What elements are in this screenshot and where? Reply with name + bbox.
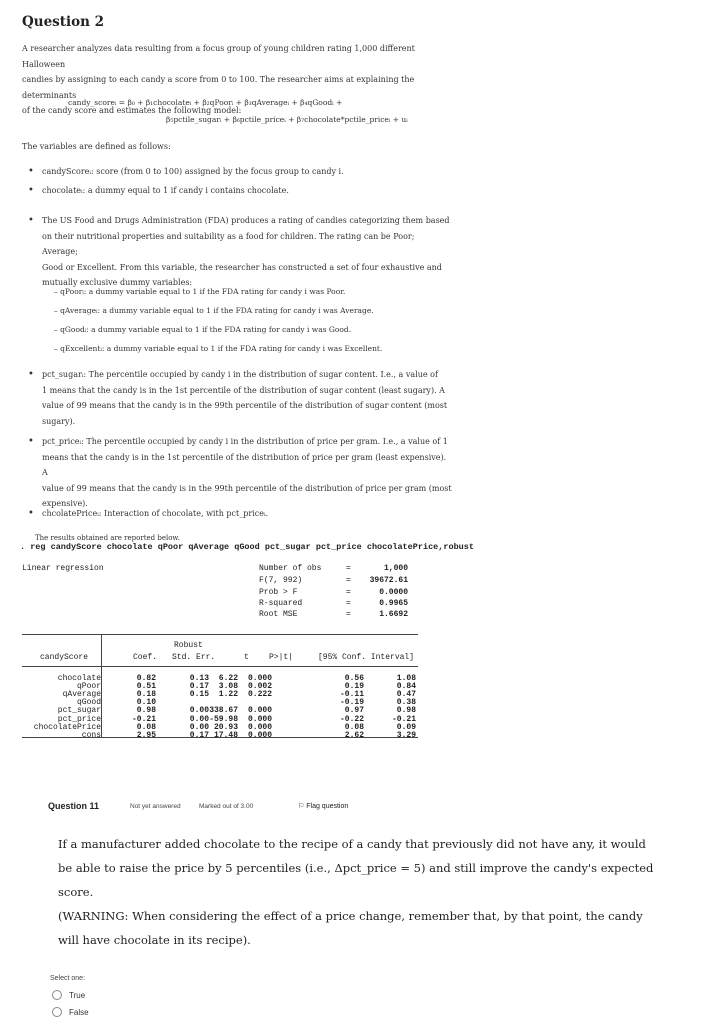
table-cell: 3.08 xyxy=(218,682,238,692)
table-cell: 17.48 xyxy=(213,730,238,740)
bullet-pct-price xyxy=(28,434,452,512)
table-cell: 0.13 xyxy=(189,674,209,683)
table-cell: 0.000 xyxy=(247,674,272,683)
stat-value: 1,000 xyxy=(383,564,408,573)
variable-name: qPoor xyxy=(76,682,101,692)
table-cell: -0.21 xyxy=(391,714,416,724)
bullet-text: chcolatePriceᵢ: Interaction of chocolate, with pct_priceᵢ. xyxy=(42,509,269,518)
bullet-chocolateprice xyxy=(28,506,452,522)
stat-value: 39672.61 xyxy=(369,576,408,585)
bullet-fda-rating xyxy=(28,213,452,291)
variable-name: pct_sugar xyxy=(57,706,101,716)
table-cell: 0.222 xyxy=(247,690,272,700)
table-cell: 0.97 xyxy=(344,706,364,716)
bullet-text: chocolateᵢ: a dummy equal to 1 if candy i contains chocolate. xyxy=(42,186,289,195)
table-cell: 0.002 xyxy=(247,682,272,692)
table-cell: 0.51 xyxy=(136,682,156,692)
table-cell: 2.95 xyxy=(136,730,156,740)
variable-name: chocolatePrice xyxy=(33,722,101,732)
question-line: be able to raise the price by 5 percentiles (i.e., Δpct_price = 5) and still improve the candy's expected xyxy=(58,861,654,875)
option-label: False xyxy=(69,1007,89,1017)
table-cell: 1.22 xyxy=(218,690,238,700)
table-cell: 0.17 xyxy=(189,682,209,692)
table-cell: -0.19 xyxy=(339,698,364,708)
variables-intro: The variables are defined as follows: xyxy=(22,142,171,151)
table-cell: 0.000 xyxy=(247,714,272,724)
bullet-line: 1 means that the candy is in the 1st percentile of the distribution of sugar content (least sugary). A xyxy=(42,385,445,395)
flag-label: Flag question xyxy=(306,803,349,810)
stat-label: R-squared xyxy=(259,599,303,608)
sub-bullet-qexcellent: – qExcellentᵢ: a dummy variable equal to 1 if the FDA rating for candy i was Excellent. xyxy=(54,344,383,353)
bullet-dot: • xyxy=(28,185,34,196)
table-cell: 0.000 xyxy=(247,730,272,740)
table-cell: 6.22 xyxy=(218,674,238,683)
model-equation-line1: candy_scoreᵢ = β₀ + β₁chocolateᵢ + β₂qPoorᵢ + β₃qAverageᵢ + β₄qGoodᵢ + xyxy=(68,98,343,107)
variable-name: qAverage xyxy=(62,690,101,700)
table-cell: 3.29 xyxy=(396,730,416,740)
bullet-candyscore xyxy=(28,164,442,180)
table-cell: 0.98 xyxy=(396,706,416,716)
intro-line: of the candy score and estimates the following model: xyxy=(22,106,242,115)
variable-name: _cons xyxy=(76,730,101,740)
bullet-line: on their nutritional properties and suitability as a food for children. The rating can be Poor; Average; xyxy=(42,231,415,256)
bullet-text: candyScoreᵢ: score (from 0 to 100) assigned by the focus group to candy i. xyxy=(42,167,344,176)
question-info-bar xyxy=(44,795,664,819)
table-cell: -0.11 xyxy=(339,690,364,700)
header-coef: Coef. xyxy=(133,653,158,662)
bullet-line: pct_priceᵢ: The percentile occupied by candy i in the distribution of price per gram. I.e., a value of 1 xyxy=(42,437,448,446)
option-true[interactable] xyxy=(52,990,85,1000)
header-ci: [95% Conf. Interval] xyxy=(318,653,415,662)
table-rule-header xyxy=(22,666,418,667)
bullet-chocolate xyxy=(28,183,442,199)
table-cell: 0.00 xyxy=(189,706,209,716)
bullet-line: The US Food and Drugs Administration (FDA) produces a rating of candies categorizing them based xyxy=(42,216,450,225)
header-depvar: candyScore xyxy=(40,653,89,662)
bullet-line: sugary). xyxy=(42,416,76,426)
table-cell: 0.15 xyxy=(189,690,209,700)
table-cell: 0.47 xyxy=(396,690,416,700)
bullet-dot: • xyxy=(28,166,34,177)
variable-name: pct_price xyxy=(57,714,101,724)
option-label: True xyxy=(69,990,86,1000)
stata-command: . reg candyScore chocolate qPoor qAverage qGood pct_sugar pct_price chocolatePrice,robust xyxy=(20,542,474,552)
header-p: P>|t| xyxy=(269,653,294,662)
table-cell: 0.09 xyxy=(396,722,416,732)
table-cell: 1.08 xyxy=(396,674,416,683)
sub-bullet-qpoor: – qPoorᵢ: a dummy variable equal to 1 if the FDA rating for candy i was Poor. xyxy=(54,287,346,296)
sub-bullet-qgood: – qGoodᵢ: a dummy variable equal to 1 if the FDA rating for candy i was Good. xyxy=(54,325,352,334)
bullet-dot: • xyxy=(28,508,34,519)
bullet-dot: • xyxy=(28,369,34,380)
quiz-question-number: Question 11 xyxy=(48,801,100,811)
intro-line: candies by assigning to each candy a score from 0 to 100. The researcher aims at explaining the determinants xyxy=(22,75,415,100)
table-cell: -59.98 xyxy=(209,714,238,724)
marks-label: Marked out of 3.00 xyxy=(199,803,254,810)
bullet-line: means that the candy is in the 1st percentile of the distribution of price per gram (least expensive). A xyxy=(42,452,447,477)
table-cell: 0.38 xyxy=(396,698,416,708)
bullet-dot: • xyxy=(28,436,34,447)
quiz-question-text xyxy=(58,832,678,952)
header-t: t xyxy=(244,653,249,662)
table-cell: 0.00 xyxy=(189,714,209,724)
stat-value: 0.9965 xyxy=(379,599,408,608)
table-cell: 0.000 xyxy=(247,706,272,716)
table-cell: 0.000 xyxy=(247,722,272,732)
table-cell: 0.08 xyxy=(344,722,364,732)
sub-bullet-qaverage: – qAverageᵢ: a dummy variable equal to 1 if the FDA rating for candy i was Average. xyxy=(54,306,374,315)
table-cell: 0.98 xyxy=(136,706,156,716)
table-cell: 0.19 xyxy=(344,682,364,692)
table-cell: 0.00 xyxy=(189,722,209,732)
bullet-line: Good or Excellent. From this variable, the researcher has constructed a set of four exhaustive and xyxy=(42,262,442,272)
bullet-pct-sugar xyxy=(28,367,452,429)
table-cell: 20.93 xyxy=(213,722,238,732)
stat-label: Prob > F xyxy=(259,588,298,597)
option-false[interactable] xyxy=(52,1007,89,1017)
question-line: (WARNING: When considering the effect of a price change, remember that, by that point, the candy xyxy=(58,909,643,923)
stat-label: Root MSE xyxy=(259,610,298,619)
answer-status: Not yet answered xyxy=(130,803,181,810)
table-cell: 0.10 xyxy=(136,698,156,708)
select-one-label: Select one: xyxy=(50,975,86,982)
stat-label: F(7, 992) xyxy=(259,576,303,585)
table-cell: -0.22 xyxy=(339,714,364,724)
model-name: Linear regression xyxy=(22,564,104,573)
question-line: score. xyxy=(58,885,94,899)
question-line: will have chocolate in its recipe). xyxy=(58,933,251,947)
header-robust: Robust xyxy=(174,641,203,650)
results-caption: The results obtained are reported below. xyxy=(35,534,180,542)
variable-name: chocolate xyxy=(57,674,101,683)
table-rule-top xyxy=(22,634,418,635)
bullet-line: mutually exclusive dummy variables: xyxy=(42,278,193,287)
table-cell: -0.21 xyxy=(131,714,156,724)
stat-label: Number of obs xyxy=(259,564,322,573)
header-se: Std. Err. xyxy=(172,653,216,662)
flag-icon: ⚐ xyxy=(298,803,305,810)
table-cell: 338.67 xyxy=(209,706,238,716)
variable-name: qGood xyxy=(76,698,101,708)
table-cell: 0.56 xyxy=(344,674,364,683)
table-cell: 0.17 xyxy=(189,730,209,740)
table-cell: 0.84 xyxy=(396,682,416,692)
radio-true[interactable] xyxy=(52,990,62,1000)
intro-line: A researcher analyzes data resulting from a focus group of young children rating 1,000 different Halloween xyxy=(22,44,415,69)
radio-false[interactable] xyxy=(52,1007,62,1017)
bullet-dot: • xyxy=(28,215,34,226)
table-cell: 0.82 xyxy=(136,674,156,683)
table-cell: 0.08 xyxy=(136,722,156,732)
flag-question-button[interactable] xyxy=(298,802,348,810)
stat-value: 0.0000 xyxy=(379,588,408,597)
question-line: If a manufacturer added chocolate to the recipe of a candy that previously did not have any, it would xyxy=(58,837,646,851)
question-title: Question 2 xyxy=(22,14,105,30)
model-equation-line2: β₅pctile_sugarᵢ + β₆pctile_priceᵢ + β₇chocolate*pctile_priceᵢ + uᵢ xyxy=(166,115,408,124)
bullet-line: expensive). xyxy=(42,499,88,508)
table-cell: 0.18 xyxy=(136,690,156,700)
stat-value: 1.6692 xyxy=(379,610,408,619)
bullet-line: value of 99 means that the candy is in the 99th percentile of the distribution of sugar content (most xyxy=(42,401,448,410)
bullet-line: pct_sugarᵢ: The percentile occupied by candy i in the distribution of sugar content. I.e., a value of xyxy=(42,370,438,379)
bullet-line: value of 99 means that the candy is in the 99th percentile of the distribution of price per gram (most xyxy=(42,483,452,493)
table-cell: 2.62 xyxy=(344,730,364,740)
table-divider xyxy=(101,634,102,738)
